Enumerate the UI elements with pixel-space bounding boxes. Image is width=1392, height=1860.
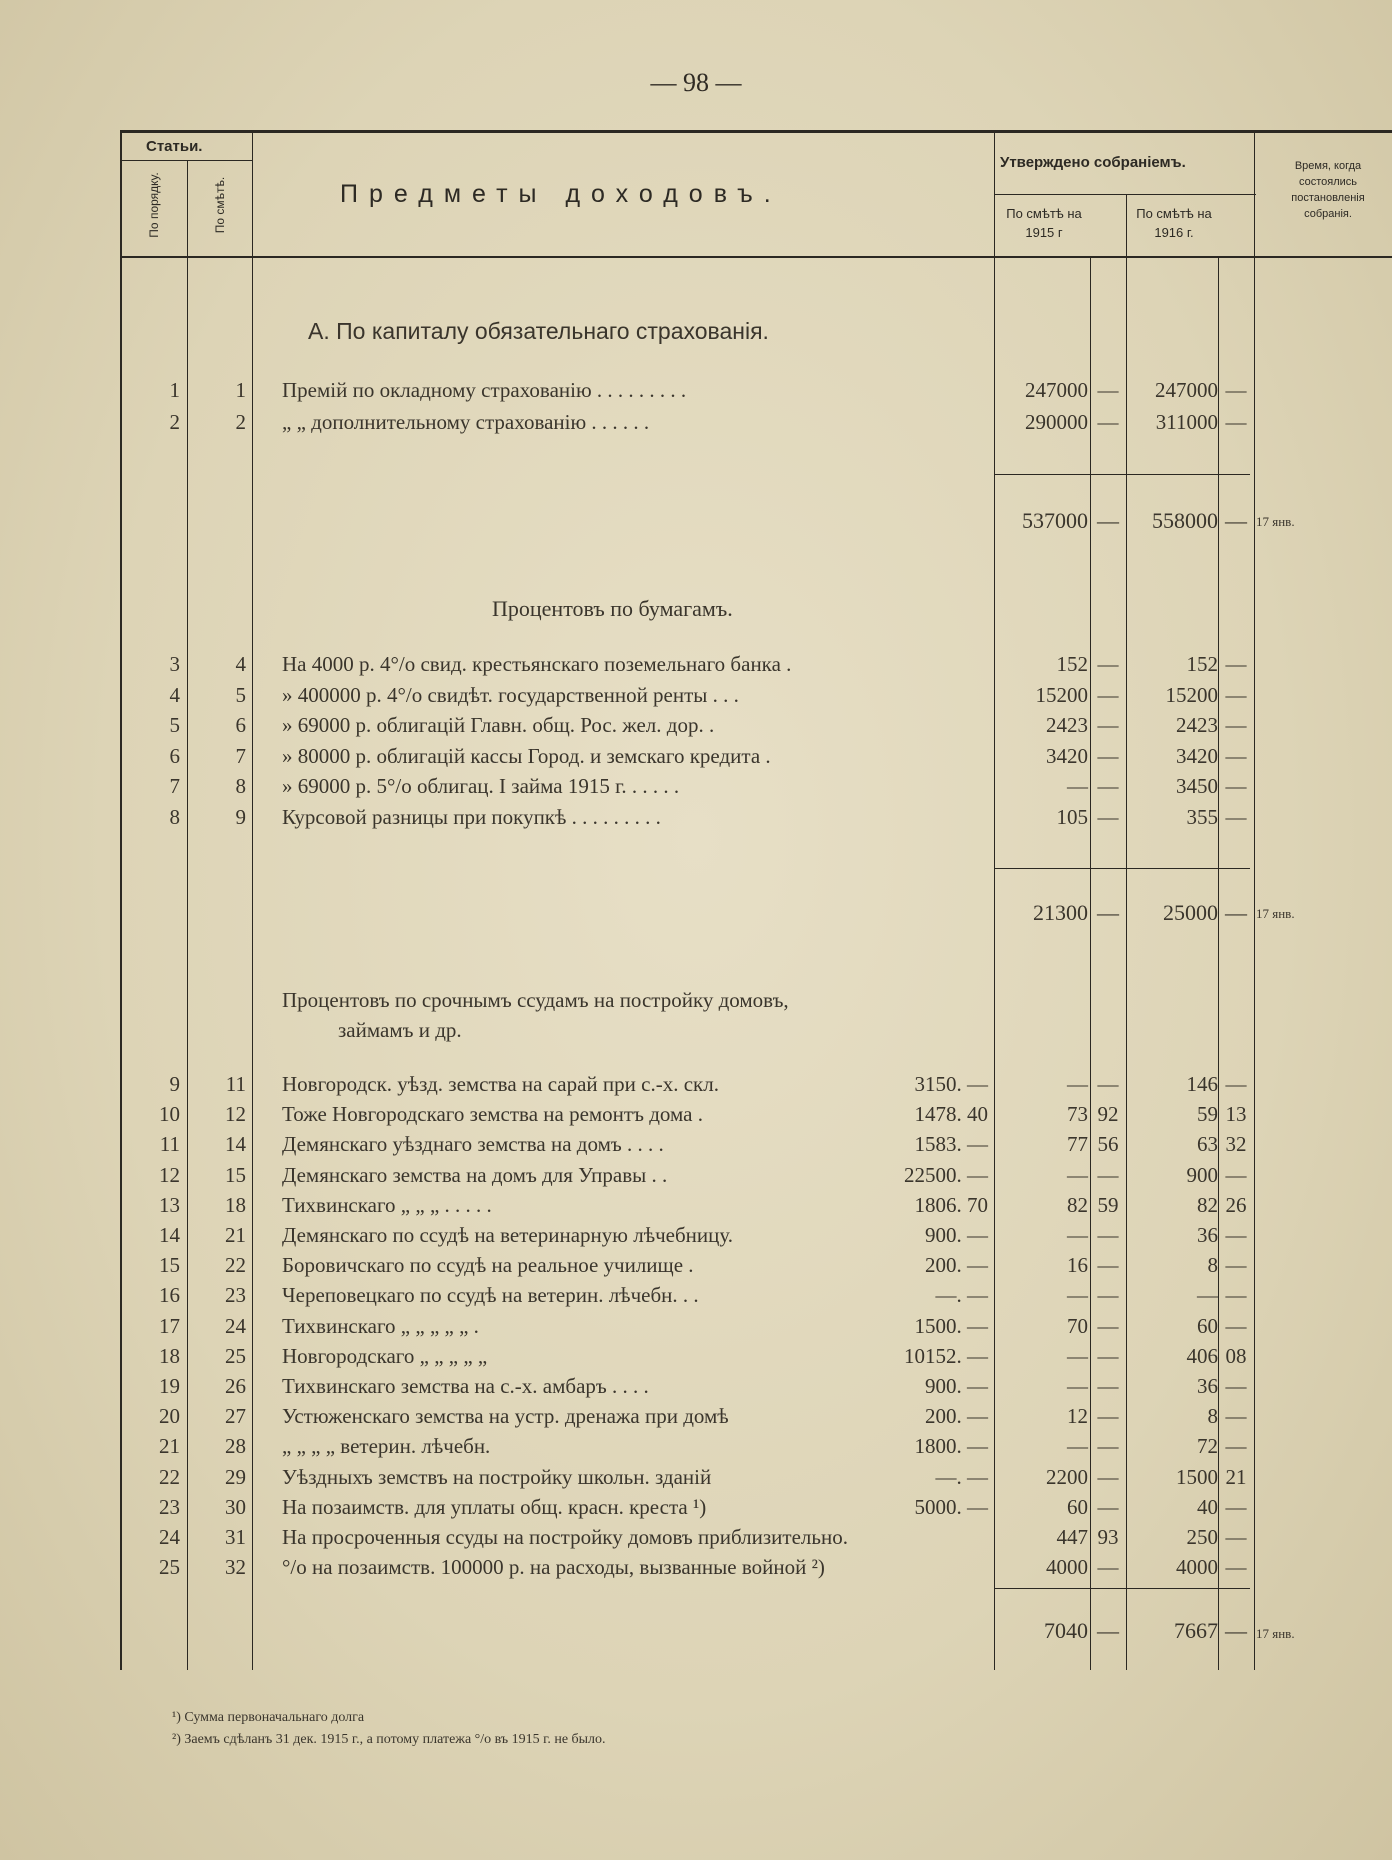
header-po-poryadku: По порядку. bbox=[147, 172, 161, 238]
section-a-total-1916: 558000 bbox=[1152, 508, 1218, 533]
table-row bbox=[0, 378, 1392, 408]
row-description: Череповецкаго по ссудѣ на ветерин. лѣчебн. . . bbox=[282, 1283, 699, 1308]
value-1916: 1500 bbox=[1176, 1464, 1218, 1489]
estimate-number: 26 bbox=[225, 1374, 246, 1398]
row-description: На просроченныя ссуды на постройку домовъ приблизительно. bbox=[282, 1525, 848, 1549]
estimate-number: 12 bbox=[225, 1102, 246, 1127]
kopecks-1915: — bbox=[1097, 713, 1119, 737]
row-number: 8 bbox=[169, 804, 180, 829]
value-1916: 247000 bbox=[1155, 378, 1218, 402]
footnote-2: ²) Заемъ сдѣланъ 31 дек. 1915 г., а потому платежа °/о въ 1915 г. не было. bbox=[172, 1732, 606, 1747]
row-description: „ „ „ „ ветерин. лѣчебн. bbox=[282, 1434, 491, 1459]
kopecks-1916: — bbox=[1225, 804, 1247, 829]
value-1915: — bbox=[1067, 1072, 1088, 1096]
section-b-date: 17 янв. bbox=[1256, 906, 1295, 921]
row-number: 2 bbox=[169, 410, 180, 434]
value-1916: 60 bbox=[1197, 1313, 1218, 1338]
table-row bbox=[0, 774, 1392, 804]
row-description: „ „ дополнительному страхованію . . . . . . bbox=[282, 410, 650, 434]
row-number: 22 bbox=[159, 1464, 180, 1489]
estimate-number: 23 bbox=[225, 1283, 246, 1308]
kopecks-1916: — bbox=[1225, 682, 1247, 707]
value-1916: 406 bbox=[1186, 1343, 1218, 1368]
table-row bbox=[0, 410, 1392, 440]
statyi-underline bbox=[120, 160, 252, 161]
row-number: 9 bbox=[169, 1072, 180, 1096]
table-row bbox=[0, 1434, 1392, 1464]
loan-amount: 200. — bbox=[925, 1404, 988, 1429]
section-b-total-k1916: — bbox=[1225, 900, 1247, 925]
section-c-date: 17 янв. bbox=[1256, 1626, 1295, 1641]
row-number: 5 bbox=[169, 713, 180, 737]
section-c-total-rule bbox=[994, 1588, 1250, 1589]
row-number: 18 bbox=[159, 1343, 180, 1368]
kopecks-1915: 56 bbox=[1097, 1132, 1119, 1157]
value-1915: 15200 bbox=[1035, 682, 1088, 707]
loan-amount: —. — bbox=[935, 1464, 988, 1489]
kopecks-1915: — bbox=[1097, 1072, 1119, 1096]
table-row bbox=[0, 1344, 1392, 1374]
estimate-number: 2 bbox=[235, 410, 246, 434]
value-1916: 63 bbox=[1197, 1132, 1218, 1157]
table-row bbox=[0, 1223, 1392, 1253]
kopecks-1916: — bbox=[1225, 1253, 1247, 1278]
section-a-total-k1916: — bbox=[1225, 508, 1247, 533]
kopecks-1916: — bbox=[1225, 1313, 1247, 1338]
value-1915: 105 bbox=[1056, 804, 1088, 829]
row-description: На 4000 р. 4°/о свид. крестьянскаго поземельнаго банка . bbox=[282, 652, 792, 676]
row-number: 24 bbox=[159, 1525, 180, 1549]
kopecks-1915: — bbox=[1097, 1494, 1119, 1519]
kopecks-1916: 08 bbox=[1225, 1343, 1247, 1368]
section-a-title: А. По капиталу обязательнаго страхованія. bbox=[308, 318, 769, 344]
kopecks-1915: — bbox=[1097, 1253, 1119, 1278]
value-1916: 355 bbox=[1186, 804, 1218, 829]
row-number: 23 bbox=[159, 1494, 180, 1519]
value-1915: — bbox=[1067, 1343, 1088, 1368]
value-1915: 12 bbox=[1067, 1404, 1088, 1429]
kopecks-1916: — bbox=[1225, 713, 1247, 737]
value-1916: 40 bbox=[1197, 1494, 1218, 1519]
section-a-date: 17 янв. bbox=[1256, 514, 1295, 529]
value-1916: 250 bbox=[1186, 1525, 1218, 1549]
table-row bbox=[0, 1193, 1392, 1223]
loan-amount: 1500. — bbox=[914, 1313, 988, 1338]
value-1915: 3420 bbox=[1046, 743, 1088, 768]
kopecks-1915: — bbox=[1097, 1162, 1119, 1187]
loan-amount: —. — bbox=[935, 1283, 988, 1308]
row-number: 1 bbox=[169, 378, 180, 402]
estimate-number: 9 bbox=[235, 804, 246, 829]
kopecks-1915: — bbox=[1097, 682, 1119, 707]
row-number: 10 bbox=[159, 1102, 180, 1127]
row-description: Демянскаго земства на домъ для Управы . . bbox=[282, 1162, 668, 1187]
table-row bbox=[0, 1163, 1392, 1193]
estimate-number: 30 bbox=[225, 1494, 246, 1519]
table-row bbox=[0, 1374, 1392, 1404]
kopecks-1916: — bbox=[1225, 1404, 1247, 1429]
table-row bbox=[0, 1253, 1392, 1283]
row-description: Демянскаго по ссудѣ на ветеринарную лѣчебницу. bbox=[282, 1223, 734, 1247]
kopecks-1916: — bbox=[1225, 1162, 1247, 1187]
kopecks-1915: — bbox=[1097, 1313, 1119, 1338]
value-1915: — bbox=[1067, 1283, 1088, 1308]
kopecks-1915: — bbox=[1097, 1555, 1119, 1580]
header-predmety: Предметы доходовъ. bbox=[340, 180, 782, 208]
row-number: 21 bbox=[159, 1434, 180, 1459]
value-1915: 77 bbox=[1067, 1132, 1088, 1157]
section-a-total-1915: 537000 bbox=[1022, 508, 1088, 533]
header-bottom-rule bbox=[120, 256, 1392, 258]
row-description: На позаимств. для уплаты общ. красн. креста ¹) bbox=[282, 1494, 707, 1519]
row-description: » 80000 р. облигацій кассы Город. и земскаго кредита . bbox=[282, 743, 771, 768]
kopecks-1915: — bbox=[1097, 774, 1119, 798]
estimate-number: 31 bbox=[225, 1525, 246, 1549]
row-number: 20 bbox=[159, 1404, 180, 1429]
row-number: 19 bbox=[159, 1374, 180, 1398]
header-1916: По смѣтѣ на 1916 г. bbox=[1136, 206, 1212, 240]
section-c-title-line2: займамъ и др. bbox=[338, 1018, 462, 1042]
page-number: — 98 — bbox=[650, 68, 742, 97]
value-1916: 8 bbox=[1207, 1253, 1218, 1278]
loan-amount: 5000. — bbox=[914, 1494, 988, 1519]
kopecks-1916: — bbox=[1225, 1283, 1247, 1308]
section-b-total-rule bbox=[994, 868, 1250, 869]
row-description: » 69000 р. облигацій Главн. общ. Рос. жел. дор. . bbox=[282, 713, 715, 737]
value-1916: 146 bbox=[1186, 1072, 1218, 1096]
kopecks-1915: — bbox=[1097, 1343, 1119, 1368]
kopecks-1916: — bbox=[1225, 410, 1247, 434]
kopecks-1916: — bbox=[1225, 652, 1247, 676]
estimate-number: 7 bbox=[235, 743, 246, 768]
value-1916: 311000 bbox=[1155, 410, 1218, 434]
kopecks-1916: — bbox=[1225, 1072, 1247, 1096]
table-top-rule bbox=[120, 130, 1392, 133]
loan-amount: 900. — bbox=[925, 1223, 988, 1247]
estimate-number: 27 bbox=[225, 1404, 246, 1429]
kopecks-1915: 59 bbox=[1097, 1192, 1119, 1217]
row-description: Уѣздныхъ земствъ на постройку школьн. зданій bbox=[282, 1464, 712, 1489]
kopecks-1915: — bbox=[1097, 1464, 1119, 1489]
kopecks-1915: 93 bbox=[1097, 1525, 1119, 1549]
estimate-number: 11 bbox=[225, 1072, 246, 1096]
row-number: 7 bbox=[169, 774, 180, 798]
table-row bbox=[0, 1555, 1392, 1585]
table-row bbox=[0, 1072, 1392, 1102]
kopecks-1915: — bbox=[1097, 652, 1119, 676]
table-row bbox=[0, 805, 1392, 835]
table-row bbox=[0, 1495, 1392, 1525]
row-number: 11 bbox=[159, 1132, 180, 1157]
loan-amount: 1583. — bbox=[914, 1132, 988, 1157]
value-1915: 447 bbox=[1056, 1525, 1088, 1549]
value-1915: — bbox=[1067, 1223, 1088, 1247]
estimate-number: 25 bbox=[225, 1343, 246, 1368]
row-description: Устюженскаго земства на устр. дренажа при домѣ bbox=[282, 1404, 729, 1429]
row-number: 4 bbox=[169, 682, 180, 707]
row-description: » 69000 р. 5°/о облигац. I займа 1915 г. . . . . . bbox=[282, 774, 680, 798]
value-1915: 82 bbox=[1067, 1192, 1088, 1217]
kopecks-1915: — bbox=[1097, 1223, 1119, 1247]
section-b-total-1916: 25000 bbox=[1163, 900, 1218, 925]
section-c-total-1915: 7040 bbox=[1044, 1618, 1088, 1643]
table-row bbox=[0, 1404, 1392, 1434]
estimate-number: 15 bbox=[225, 1162, 246, 1187]
section-a-total-k1915: — bbox=[1097, 508, 1119, 533]
estimate-number: 8 bbox=[235, 774, 246, 798]
loan-amount: 1800. — bbox=[914, 1434, 988, 1459]
kopecks-1916: — bbox=[1225, 1494, 1247, 1519]
estimate-number: 29 bbox=[225, 1464, 246, 1489]
row-number: 6 bbox=[169, 743, 180, 768]
row-number: 13 bbox=[159, 1192, 180, 1217]
table-row bbox=[0, 1525, 1392, 1555]
section-b-total-1915: 21300 bbox=[1033, 900, 1088, 925]
row-number: 3 bbox=[169, 652, 180, 676]
loan-amount: 900. — bbox=[925, 1374, 988, 1398]
value-1916: 3420 bbox=[1176, 743, 1218, 768]
value-1916: 8 bbox=[1207, 1404, 1218, 1429]
kopecks-1915: — bbox=[1097, 743, 1119, 768]
row-description: Тихвинскаго „ „ „ . . . . . bbox=[282, 1192, 492, 1217]
kopecks-1916: — bbox=[1225, 1374, 1247, 1398]
row-description: Тихвинскаго земства на с.-х. амбаръ . . . . bbox=[282, 1374, 649, 1398]
kopecks-1916: — bbox=[1225, 378, 1247, 402]
header-1915: По смѣтѣ на 1915 г bbox=[1006, 206, 1082, 240]
kopecks-1915: — bbox=[1097, 410, 1119, 434]
kopecks-1916: 21 bbox=[1225, 1464, 1247, 1489]
value-1915: 247000 bbox=[1025, 378, 1088, 402]
estimate-number: 32 bbox=[225, 1555, 246, 1580]
kopecks-1915: — bbox=[1097, 1404, 1119, 1429]
kopecks-1916: — bbox=[1225, 774, 1247, 798]
row-description: Новгородскаго „ „ „ „ „ bbox=[282, 1343, 488, 1368]
value-1916: 15200 bbox=[1165, 682, 1218, 707]
value-1915: — bbox=[1067, 1434, 1088, 1459]
kopecks-1915: — bbox=[1097, 378, 1119, 402]
value-1915: 2423 bbox=[1046, 713, 1088, 737]
header-vremya: Время, когда состоялись постановленія собранія. bbox=[1291, 160, 1365, 220]
section-c-total-k1916: — bbox=[1225, 1618, 1247, 1643]
section-c-title-line1: Процентовъ по срочнымъ ссудамъ на постройку домовъ, bbox=[282, 988, 789, 1012]
table-row bbox=[0, 713, 1392, 743]
row-description: Боровичскаго по ссудѣ на реальное училище . bbox=[282, 1253, 694, 1278]
estimate-number: 18 bbox=[225, 1192, 246, 1217]
table-row bbox=[0, 744, 1392, 774]
header-statyi: Статьи. bbox=[146, 138, 203, 155]
value-1916: 3450 bbox=[1176, 774, 1218, 798]
value-1916: 152 bbox=[1186, 652, 1218, 676]
section-b-total-k1915: — bbox=[1097, 900, 1119, 925]
estimate-number: 28 bbox=[225, 1434, 246, 1459]
kopecks-1916: 32 bbox=[1225, 1132, 1247, 1157]
kopecks-1916: — bbox=[1225, 743, 1247, 768]
footnote-1: ¹) Сумма первоначальнаго долга bbox=[172, 1710, 365, 1725]
value-1915: 290000 bbox=[1025, 410, 1088, 434]
value-1916: 36 bbox=[1197, 1374, 1218, 1398]
row-number: 17 bbox=[159, 1313, 180, 1338]
value-1915: 4000 bbox=[1046, 1555, 1088, 1580]
estimate-number: 24 bbox=[225, 1313, 246, 1338]
table-row bbox=[0, 652, 1392, 682]
row-description: Новгородск. уѣзд. земства на сарай при с.-х. скл. bbox=[282, 1072, 719, 1096]
table-row bbox=[0, 1102, 1392, 1132]
value-1916: 82 bbox=[1197, 1192, 1218, 1217]
section-c-total-k1915: — bbox=[1097, 1618, 1119, 1643]
loan-amount: 3150. — bbox=[914, 1072, 988, 1096]
estimate-number: 14 bbox=[225, 1132, 246, 1157]
kopecks-1915: — bbox=[1097, 804, 1119, 829]
section-c-total-1916: 7667 bbox=[1174, 1618, 1218, 1643]
kopecks-1916: — bbox=[1225, 1555, 1247, 1580]
estimate-number: 1 bbox=[235, 378, 246, 402]
loan-amount: 22500. — bbox=[904, 1162, 988, 1187]
value-1916: 900 bbox=[1186, 1162, 1218, 1187]
table-row bbox=[0, 1132, 1392, 1162]
loan-amount: 1478. 40 bbox=[914, 1102, 988, 1127]
kopecks-1915: 92 bbox=[1097, 1102, 1119, 1127]
estimate-number: 4 bbox=[235, 652, 246, 676]
section-a-total-rule bbox=[994, 474, 1250, 475]
kopecks-1916: — bbox=[1225, 1223, 1247, 1247]
value-1915: 16 bbox=[1067, 1253, 1088, 1278]
value-1915: — bbox=[1067, 774, 1088, 798]
value-1916: 36 bbox=[1197, 1223, 1218, 1247]
row-number: 16 bbox=[159, 1283, 180, 1308]
row-number: 14 bbox=[159, 1223, 180, 1247]
row-description: Демянскаго уѣзднаго земства на домъ . . . . bbox=[282, 1132, 664, 1157]
loan-amount: 10152. — bbox=[904, 1343, 988, 1368]
table-row bbox=[0, 1283, 1392, 1313]
value-1916: 4000 bbox=[1176, 1555, 1218, 1580]
kopecks-1916: 13 bbox=[1225, 1102, 1247, 1127]
loan-amount: 200. — bbox=[925, 1253, 988, 1278]
row-description: Тоже Новгородскаго земства на ремонтъ дома . bbox=[282, 1102, 703, 1127]
kopecks-1916: 26 bbox=[1225, 1192, 1247, 1217]
row-number: 12 bbox=[159, 1162, 180, 1187]
estimate-number: 5 bbox=[235, 682, 246, 707]
value-1916: — bbox=[1197, 1283, 1218, 1308]
row-number: 15 bbox=[159, 1253, 180, 1278]
row-description: Тихвинскаго „ „ „ „ „ . bbox=[282, 1313, 479, 1338]
kopecks-1915: — bbox=[1097, 1283, 1119, 1308]
estimate-number: 22 bbox=[225, 1253, 246, 1278]
value-1915: — bbox=[1067, 1374, 1088, 1398]
estimate-number: 21 bbox=[225, 1223, 246, 1247]
kopecks-1916: — bbox=[1225, 1525, 1247, 1549]
value-1915: 70 bbox=[1067, 1313, 1088, 1338]
kopecks-1915: — bbox=[1097, 1374, 1119, 1398]
row-number: 25 bbox=[159, 1555, 180, 1580]
kopecks-1916: — bbox=[1225, 1434, 1247, 1459]
table-row bbox=[0, 1314, 1392, 1344]
header-po-smete: По смѣтѣ. bbox=[213, 176, 227, 234]
utverzhdeno-underline bbox=[994, 194, 1256, 195]
value-1915: 152 bbox=[1056, 652, 1088, 676]
loan-amount: 1806. 70 bbox=[914, 1192, 988, 1217]
row-description: Премій по окладному страхованію . . . . . . . . . bbox=[282, 378, 687, 402]
value-1915: 73 bbox=[1067, 1102, 1088, 1127]
value-1916: 2423 bbox=[1176, 713, 1218, 737]
value-1916: 72 bbox=[1197, 1434, 1218, 1459]
header-utverzhdeno: Утверждено собраніемъ. bbox=[1000, 154, 1186, 171]
row-description: °/о на позаимств. 100000 р. на расходы, вызванные войной ²) bbox=[282, 1555, 825, 1580]
value-1915: 2200 bbox=[1046, 1464, 1088, 1489]
table-row bbox=[0, 1465, 1392, 1495]
table-row bbox=[0, 683, 1392, 713]
row-description: Курсовой разницы при покупкѣ . . . . . . . . . bbox=[282, 804, 661, 829]
kopecks-1915: — bbox=[1097, 1434, 1119, 1459]
value-1915: — bbox=[1067, 1162, 1088, 1187]
section-b-title: Процентовъ по бумагамъ. bbox=[492, 596, 733, 621]
row-description: » 400000 р. 4°/о свидѣт. государственной ренты . . . bbox=[282, 682, 739, 707]
value-1915: 60 bbox=[1067, 1494, 1088, 1519]
value-1916: 59 bbox=[1197, 1102, 1218, 1127]
estimate-number: 6 bbox=[235, 713, 246, 737]
